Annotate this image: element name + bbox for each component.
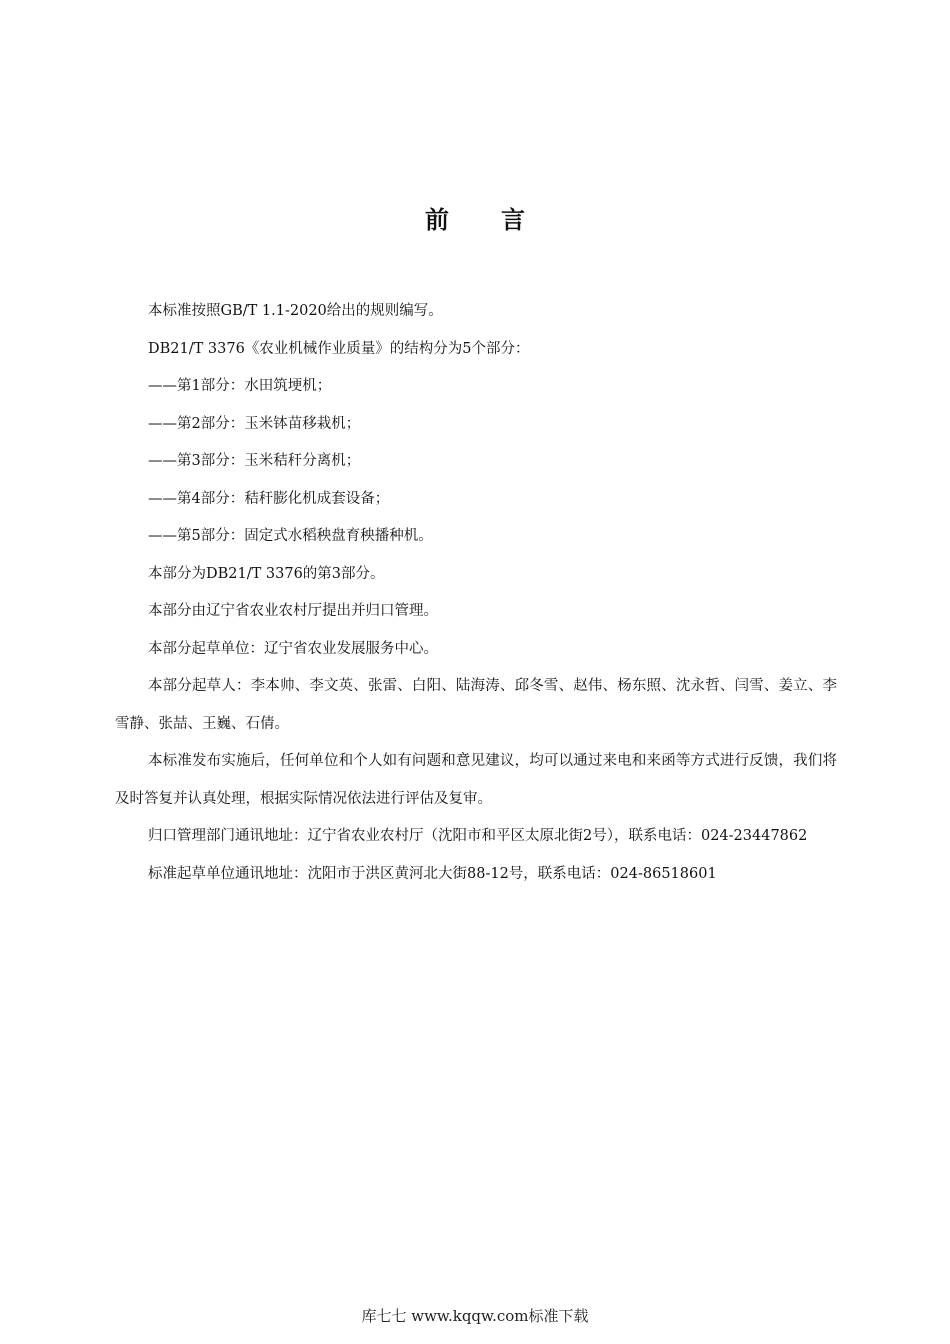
paragraph-part-number: 本部分为DB21/T 3376的第3部分。 — [148, 565, 385, 582]
page-title-part1: 前 — [425, 206, 449, 234]
paragraph-drafters: 本部分起草人：李本帅、李文英、张雷、白阳、陆海涛、邱冬雪、赵伟、杨东照、沈永哲、闫雪、姜立、李雪静、张喆、王巍、石倩。 — [115, 678, 837, 732]
list-item-part2: ——第2部分：玉米钵苗移栽机； — [148, 415, 361, 432]
list-item-part3: ——第3部分：玉米秸秆分离机； — [148, 453, 361, 469]
page-title — [0, 202, 950, 238]
paragraph-drafting-unit: 本部分起草单位：辽宁省农业发展服务中心。 — [148, 640, 438, 657]
list-item-part1: ——第1部分：水田筑埂机； — [148, 378, 332, 394]
paragraph-feedback: 本标准发布实施后，任何单位和个人如有问题和意见建议，均可以通过来电和来函等方式进行反馈，我们将及时答复并认真处理，根据实际情况依法进行评估及复审。 — [115, 753, 837, 807]
paragraph-structure: DB21/T 3376《农业机械作业质量》的结构分为5个部分： — [148, 340, 530, 357]
paragraph-admin-address: 归口管理部门通讯地址：辽宁省农业农村厅（沈阳市和平区太原北街2号），联系电话：024-23447862 — [148, 828, 808, 844]
page-title-part2: 言 — [501, 206, 525, 234]
list-item-part4: ——第4部分：秸秆膨化机成套设备； — [148, 490, 390, 507]
foreword-body — [115, 293, 837, 893]
paragraph-proposed-by: 本部分由辽宁省农业农村厅提出并归口管理。 — [148, 603, 438, 619]
paragraph-drafting-rules: 本标准按照GB/T 1.1-2020给出的规则编写。 — [148, 303, 443, 319]
list-item-part5: ——第5部分：固定式水稻秧盘育秧播种机。 — [148, 528, 433, 544]
paragraph-drafter-address: 标准起草单位通讯地址：沈阳市于洪区黄河北大街88-12号，联系电话：024-86518601 — [148, 865, 717, 882]
footer-watermark: 库七七 www.kqqw.com标准下载 — [361, 1307, 589, 1325]
